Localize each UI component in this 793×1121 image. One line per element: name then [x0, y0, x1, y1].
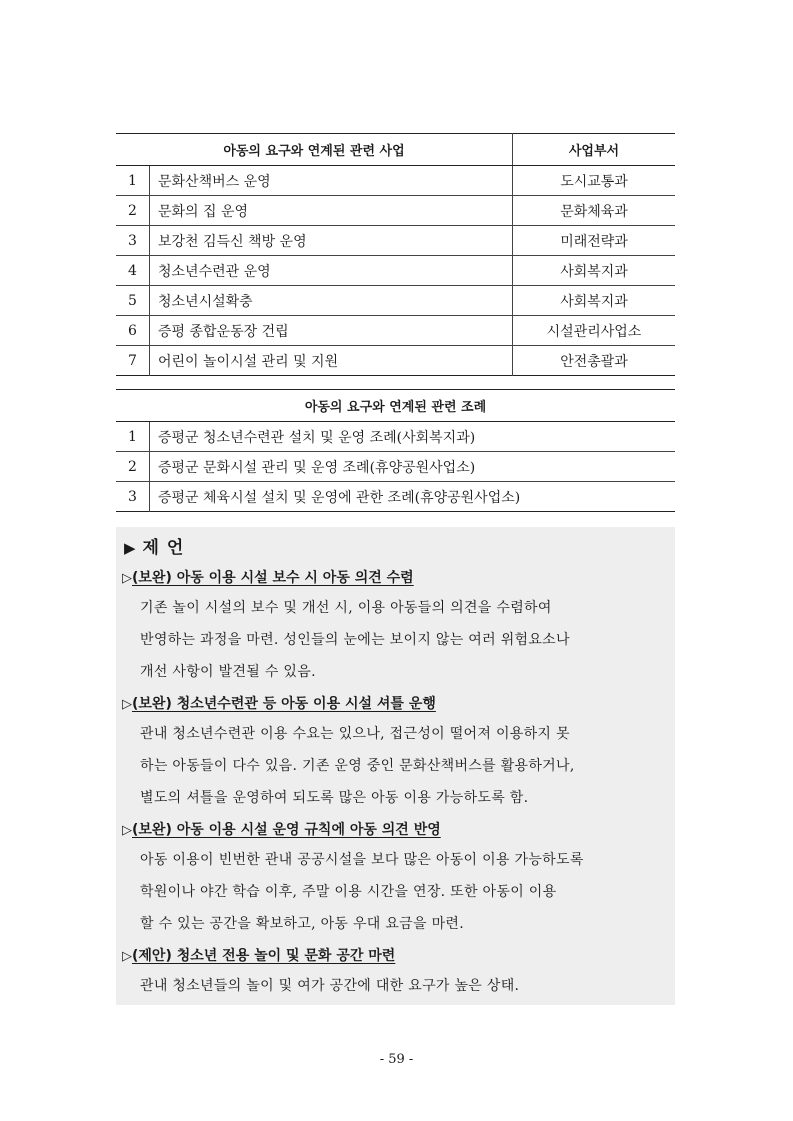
- body-line: 아동 이용이 빈번한 관내 공공시설을 보다 많은 아동이 이용 가능하도록: [140, 852, 584, 868]
- row-number: 1: [116, 166, 150, 196]
- body-line: 관내 청소년들의 놀이 및 여가 공간에 대한 요구가 높은 상태.: [140, 978, 520, 994]
- body-line: 기존 놀이 시설의 보수 및 개선 시, 이용 아동들의 의견을 수렴하여: [140, 600, 552, 616]
- heading-text: (보완) 아동 이용 시설 보수 시 아동 의견 수렴: [132, 570, 414, 586]
- department: 사회복지과: [513, 286, 676, 316]
- body-line: 하는 아동들이 다수 있음. 기존 운영 중인 문화산책버스를 활용하거나,: [140, 758, 575, 774]
- project-name: 증평 종합운동장 건립: [150, 316, 513, 346]
- department: 문화체육과: [513, 196, 676, 226]
- triangle-outline-icon: ▷: [122, 949, 132, 964]
- triangle-right-icon: ▶: [124, 539, 137, 557]
- table-row: [116, 166, 675, 196]
- row-number: 3: [116, 226, 150, 256]
- body-line: 개선 사항이 발견될 수 있음.: [140, 664, 316, 680]
- heading-text: (보완) 아동 이용 시설 운영 규칙에 아동 의견 반영: [132, 822, 441, 838]
- heading-text: (보완) 청소년수련관 등 아동 이용 시설 셔틀 운행: [132, 696, 436, 712]
- ordinance-name: 증평군 체육시설 설치 및 운영에 관한 조례(휴양공원사업소): [158, 489, 521, 506]
- ordinance-header: 아동의 요구와 연계된 관련 조례: [116, 390, 675, 422]
- ordinance-name: 증평군 청소년수련관 설치 및 운영 조례(사회복지과): [150, 422, 676, 452]
- ordinance-table-header: [116, 390, 675, 422]
- projects-table-header: [116, 134, 675, 166]
- triangle-outline-icon: ▷: [122, 571, 132, 586]
- table-row: [116, 286, 675, 316]
- proposal-heading: [122, 819, 441, 839]
- department: 안전총괄과: [513, 346, 676, 376]
- project-name: 보강천 김득신 책방 운영: [150, 226, 513, 256]
- ordinance-name: 증평군 문화시설 관리 및 운영 조례(휴양공원사업소): [150, 452, 676, 482]
- proposal-title-text: 제 언: [142, 538, 185, 558]
- project-name: 문화의 집 운영: [150, 196, 513, 226]
- row-number: 5: [116, 286, 150, 316]
- proposal-box: [116, 527, 675, 1005]
- heading-text: (제안) 청소년 전용 놀이 및 문화 공간 마련: [132, 948, 396, 964]
- triangle-outline-icon: ▷: [122, 697, 132, 712]
- body-line: 관내 청소년수련관 이용 수요는 있으나, 접근성이 떨어져 이용하지 못: [140, 726, 570, 742]
- table-row: [116, 422, 675, 452]
- proposal-title: [124, 533, 184, 558]
- row-number: 1: [116, 422, 150, 452]
- department: 미래전략과: [513, 226, 676, 256]
- table-row: [116, 256, 675, 286]
- department: 시설관리사업소: [513, 316, 676, 346]
- triangle-outline-icon: ▷: [122, 823, 132, 838]
- row-number: 7: [116, 346, 150, 376]
- department: 사회복지과: [513, 256, 676, 286]
- table-row: [116, 196, 675, 226]
- project-name: 어린이 놀이시설 관리 및 지원: [158, 353, 339, 370]
- row-number: 6: [116, 316, 150, 346]
- department: 도시교통과: [513, 166, 676, 196]
- page-number: - 59 -: [379, 1052, 414, 1067]
- proposal-heading: [122, 945, 395, 965]
- row-number: 3: [116, 482, 150, 512]
- body-line: 별도의 셔틀을 운영하여 되도록 많은 아동 이용 가능하도록 함.: [140, 790, 529, 806]
- table-row: [116, 226, 675, 256]
- body-line: 학원이나 야간 학습 이후, 주말 이용 시간을 연장. 또한 아동이 이용: [140, 884, 557, 900]
- projects-header-name: 아동의 요구와 연계된 관련 사업: [116, 134, 513, 166]
- project-name: 문화산책버스 운영: [150, 166, 513, 196]
- table-row: [116, 346, 675, 376]
- row-number: 4: [116, 256, 150, 286]
- project-name: 청소년수련관 운영: [150, 256, 513, 286]
- body-line: 할 수 있는 공간을 확보하고, 아동 우대 요금을 마련.: [140, 916, 464, 932]
- table-row: [116, 482, 675, 512]
- row-number: 2: [116, 452, 150, 482]
- proposal-heading: [122, 693, 436, 713]
- body-line: 반영하는 과정을 마련. 성인들의 눈에는 보이지 않는 여러 위험요소나: [140, 632, 570, 648]
- table-row: [116, 452, 675, 482]
- row-number: 2: [116, 196, 150, 226]
- proposal-heading: [122, 567, 414, 587]
- ordinance-table: [116, 389, 675, 512]
- table-row: [116, 316, 675, 346]
- projects-table: [116, 133, 675, 376]
- projects-header-dept: 사업부서: [513, 134, 676, 166]
- project-name: 청소년시설확충: [150, 286, 513, 316]
